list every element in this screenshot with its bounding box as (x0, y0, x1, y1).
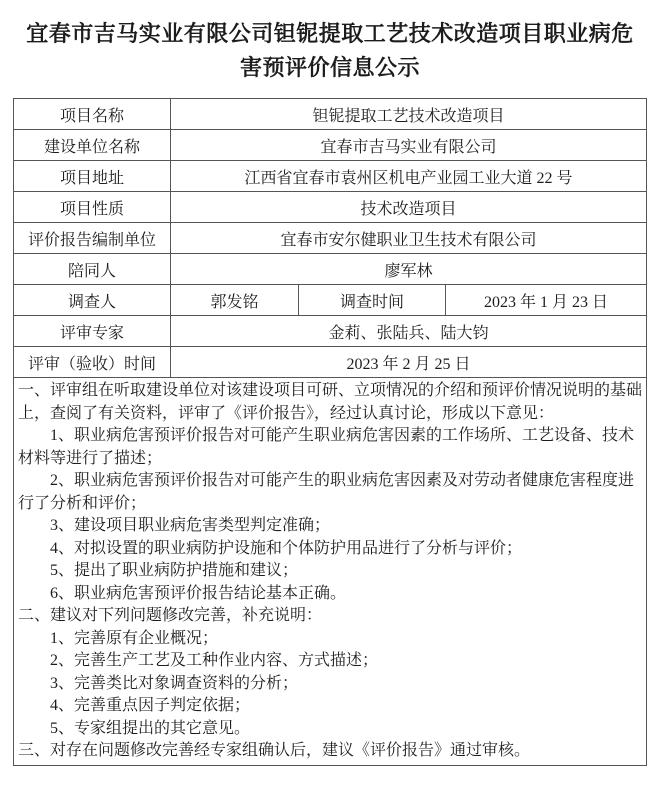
row-label-review-experts: 评审专家 (13, 316, 170, 347)
row-label-project-name: 项目名称 (13, 99, 170, 130)
table-row-review-time (13, 347, 646, 378)
info-table (13, 98, 647, 766)
table-row-accompanying-person (13, 254, 646, 285)
opinion-item-1-2: 2、职业病危害预评价报告对可能产生的职业病危害因素及对劳动者健康危害程度进行了分析和评价； (17, 472, 634, 512)
row-value-investigator: 郭发铭 (170, 285, 298, 316)
row-label-report-agency: 评价报告编制单位 (13, 223, 170, 254)
page-title: 宜春市吉马实业有限公司钽铌提取工艺技术改造项目职业病危害预评价信息公示 (26, 21, 634, 80)
row-label-survey-time: 调查时间 (298, 285, 445, 316)
row-value-accompanying-person: 廖军林 (170, 254, 646, 285)
table-row-project-nature (13, 192, 646, 223)
opinion-item-1-3: 3、建设项目职业病危害类型判定准确； (49, 517, 330, 534)
opinion-item-1-1: 1、职业病危害预评价报告对可能产生职业病危害因素的工作场所、工艺设备、技术材料等进行了描述； (17, 427, 634, 467)
opinion-item-2-3: 3、完善类比对象调查资料的分析； (49, 674, 298, 692)
table-row-project-name (13, 99, 646, 130)
table-row-report-agency (13, 223, 646, 254)
table-row-builder-name (13, 130, 646, 161)
opinion-section-1: 一、评审组在听取建设单位对该建设项目可研、立项情况的介绍和预评价情况说明的基础上，查阅了有关资料，评审了《评价报告》，经过认真讨论，形成以下意见： (17, 382, 642, 422)
row-value-report-agency: 宜春市安尔健职业卫生技术有限公司 (170, 223, 646, 254)
opinion-section-2: 二、建议对下列问题修改完善，补充说明： (17, 607, 322, 624)
opinion-item-2-1: 1、完善原有企业概况； (49, 629, 218, 647)
opinion-item-2-4: 4、完善重点因子判定依据； (49, 697, 250, 714)
table-row-review-opinion (13, 378, 646, 766)
row-value-builder-name: 宜春市吉马实业有限公司 (170, 130, 646, 161)
opinion-section-3: 三、对存在问题修改完善经专家组确认后，建议《评价报告》通过审核。 (17, 742, 530, 759)
row-label-builder-name: 建设单位名称 (13, 130, 170, 161)
opinion-item-2-2: 2、完善生产工艺及工种作业内容、方式描述； (49, 652, 378, 669)
row-label-project-address: 项目地址 (13, 161, 170, 192)
row-value-project-address: 江西省宜春市袁州区机电产业园工业大道 22 号 (170, 161, 646, 192)
opinion-item-1-5: 5、提出了职业病防护措施和建议； (49, 562, 298, 579)
row-label-investigator: 调查人 (13, 285, 170, 316)
row-label-accompanying-person: 陪同人 (13, 254, 170, 285)
row-value-project-name: 钽铌提取工艺技术改造项目 (170, 99, 646, 130)
review-opinion-cell (13, 378, 646, 766)
opinion-item-1-6: 6、职业病危害预评价报告结论基本正确。 (49, 584, 346, 602)
row-value-project-nature: 技术改造项目 (170, 192, 646, 223)
table-row-investigator (13, 285, 646, 316)
row-value-review-time: 2023 年 2 月 25 日 (170, 347, 646, 378)
row-value-survey-time: 2023 年 1 月 23 日 (445, 285, 646, 316)
table-row-project-address (13, 161, 646, 192)
opinion-item-1-4: 4、对拟设置的职业病防护设施和个体防护用品进行了分析与评价； (49, 539, 522, 557)
row-value-review-experts: 金莉、张陆兵、陆大钧 (170, 316, 646, 347)
opinion-item-2-5: 5、专家组提出的其它意见。 (49, 719, 250, 737)
row-label-review-time: 评审（验收）时间 (13, 347, 170, 378)
table-row-review-experts (13, 316, 646, 347)
row-label-project-nature: 项目性质 (13, 192, 170, 223)
